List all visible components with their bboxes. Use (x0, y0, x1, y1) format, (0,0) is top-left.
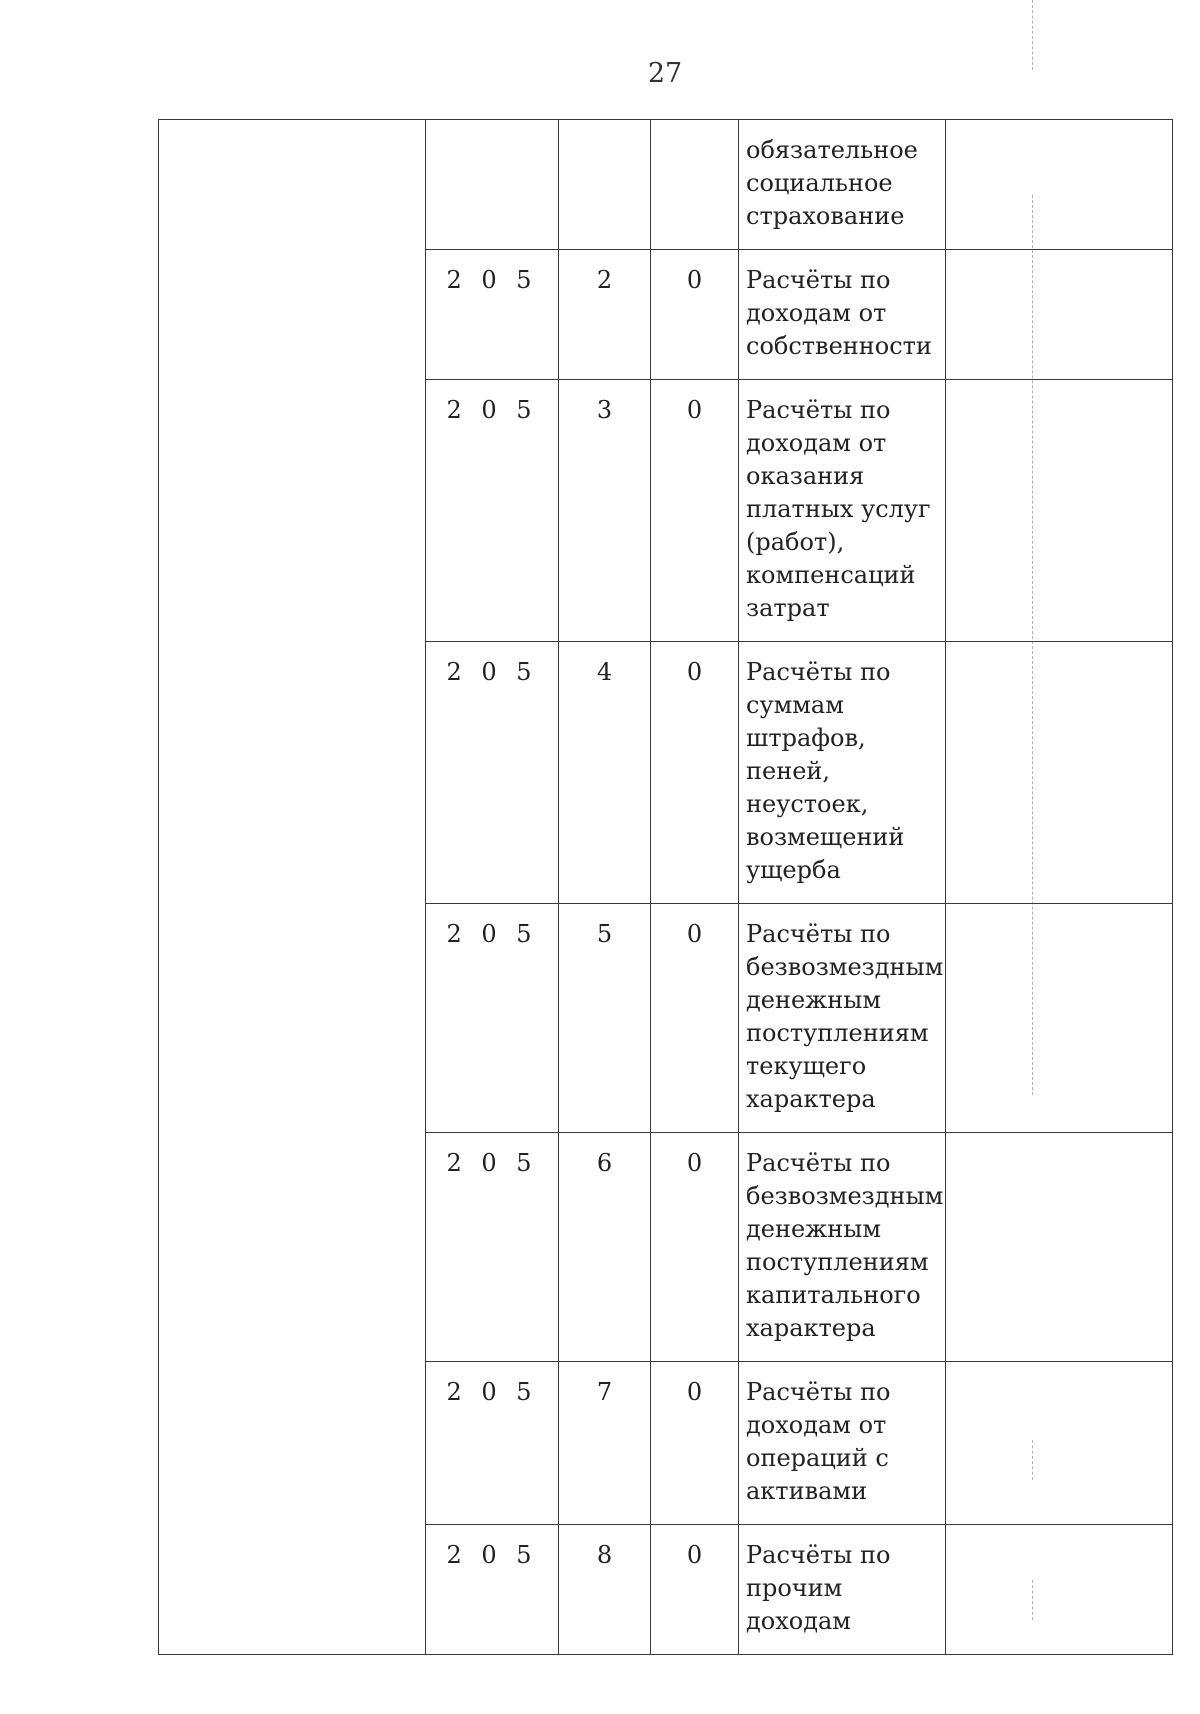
zero-code-cell: 0 (651, 1362, 739, 1525)
sub-code-cell: 5 (559, 904, 651, 1133)
empty-cell (946, 642, 1173, 904)
sub-code-cell: 4 (559, 642, 651, 904)
description-cell: Расчёты по прочим доходам (739, 1525, 946, 1655)
code-cell: 2 0 5 (426, 642, 559, 904)
code-cell: 2 0 5 (426, 1362, 559, 1525)
zero-code-cell: 0 (651, 380, 739, 642)
zero-code-cell: 0 (651, 904, 739, 1133)
description-cell: Расчёты по безвозмездным денежным поступлениям капитального характера (739, 1133, 946, 1362)
code-cell: 2 0 5 (426, 904, 559, 1133)
description-cell: Расчёты по безвозмездным денежным поступлениям текущего характера (739, 904, 946, 1133)
zero-code-cell: 0 (651, 642, 739, 904)
empty-cell (946, 380, 1173, 642)
sub-code-cell (559, 120, 651, 250)
empty-cell (946, 1133, 1173, 1362)
description-cell: Расчёты по суммам штрафов, пеней, неустоек, возмещений ущерба (739, 642, 946, 904)
empty-cell (946, 904, 1173, 1133)
zero-code-cell: 0 (651, 1525, 739, 1655)
description-cell: обязательное социальное страхование (739, 120, 946, 250)
code-cell: 2 0 5 (426, 380, 559, 642)
zero-code-cell: 0 (651, 250, 739, 380)
description-cell: Расчёты по доходам от оказания платных услуг (работ), компенсаций затрат (739, 380, 946, 642)
code-cell (426, 120, 559, 250)
table-row (159, 120, 1173, 250)
merged-left-cell (159, 120, 426, 1655)
sub-code-cell: 7 (559, 1362, 651, 1525)
sub-code-cell: 6 (559, 1133, 651, 1362)
empty-cell (946, 120, 1173, 250)
code-cell: 2 0 5 (426, 250, 559, 380)
description-cell: Расчёты по доходам от собственности (739, 250, 946, 380)
code-cell: 2 0 5 (426, 1133, 559, 1362)
margin-fold-line (1032, 0, 1033, 70)
description-cell: Расчёты по доходам от операций с активами (739, 1362, 946, 1525)
accounts-table (158, 119, 1173, 1655)
code-cell: 2 0 5 (426, 1525, 559, 1655)
empty-cell (946, 250, 1173, 380)
empty-cell (946, 1525, 1173, 1655)
sub-code-cell: 2 (559, 250, 651, 380)
zero-code-cell (651, 120, 739, 250)
page-number: 27 (647, 58, 683, 89)
zero-code-cell: 0 (651, 1133, 739, 1362)
empty-cell (946, 1362, 1173, 1525)
sub-code-cell: 8 (559, 1525, 651, 1655)
sub-code-cell: 3 (559, 380, 651, 642)
